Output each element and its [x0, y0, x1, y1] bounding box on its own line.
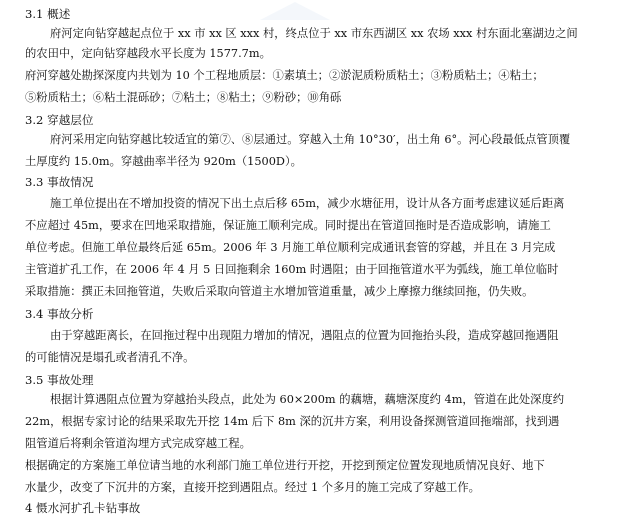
section-heading: 3.5 事故处理 [25, 373, 94, 387]
text-line: 主管道扩孔工作，在 2006 年 4 月 5 日回拖剩余 160m 时遇阻；由于回拖管道水平为弧线，施工单位临时 [25, 263, 559, 276]
text-line: 府河穿越处勘探深度内共划为 10 个工程地质层：①素填土；②淤泥质粉质粘土；③粉质粘土；④粘土； [25, 69, 544, 82]
text-line: 府河定向钻穿越起点位于 xx 市 xx 区 xxx 村，终点位于 xx 市东西湖区 xx 农场 xxx 村东面北塞湖边之间 [50, 27, 578, 40]
text-line: 22m，根据专家讨论的结果采取先开挖 14m 后下 8m 深的沉井方案，利用设备探测管道回拖端部，找到遇 [25, 415, 560, 428]
section-heading: 3.4 事故分析 [25, 307, 94, 321]
text-line: 土厚度约 15.0m。穿越曲率半径为 920m（1500D）。 [25, 155, 302, 168]
section-heading: 3.3 事故情况 [25, 175, 94, 189]
text-line: 的可能情况是塌孔或者清孔不净。 [25, 351, 195, 364]
text-line: 的农田中，定向钻穿越段水平长度为 1577.7m。 [25, 47, 271, 60]
section-heading: 3.2 穿越层位 [25, 113, 94, 127]
section-heading: 4 慑水河扩孔卡钻事故 [25, 501, 141, 515]
text-line: 不应超过 45m，要求在凹地采取措施，保证施工顺利完成。同时提出在管道回拖时是否造成影响，请施工 [25, 219, 551, 232]
text-line: 根据确定的方案施工单位请当地的水利部门施工单位进行开挖，开挖到预定位置发现地质情况良好、地下 [25, 459, 545, 472]
section-heading: 3.1 概述 [25, 7, 71, 21]
text-line: 水量少，改变了下沉井的方案，直接开挖到遇阻点。经过 1 个多月的施工完成了穿越工作。 [25, 481, 480, 494]
text-line: ⑤粉质粘土；⑥粘土混砾砂；⑦粘土；⑧粘土；⑨粉砂；⑩角砾 [25, 91, 342, 104]
text-line: 单位考虑。但施工单位最终后延 65m。2006 年 3 月施工单位顺利完成通讯套管的穿越，并且在 3 月完成 [25, 241, 556, 254]
text-line: 阻管道后将剩余管道沟埋方式完成穿越工程。 [25, 437, 251, 450]
text-line: 采取措施：撰正未回拖管道，失败后采取向管道主水增加管道重量，减少上摩擦力继续回拖，仍失败。 [25, 285, 534, 298]
text-line: 府河采用定向钻穿越比较适宜的第⑦、⑧层通过。穿越入土角 10°30′，出土角 6°。河心段最低点管顶覆 [50, 133, 571, 146]
text-line: 根据计算遇阻点位置为穿越抬头段点，此处为 60×200m 的藕塘，藕塘深度约 4m，管道在此处深度约 [50, 393, 565, 406]
text-line: 施工单位提出在不增加投资的情况下出土点后移 65m，减少水塘征用，设计从各方面考虑建议延后距离 [50, 197, 565, 210]
text-line: 由于穿越距离长，在回拖过程中出现阻力增加的情况，遇阻点的位置为回拖抬头段，造成穿越回拖遇阻 [50, 329, 559, 342]
